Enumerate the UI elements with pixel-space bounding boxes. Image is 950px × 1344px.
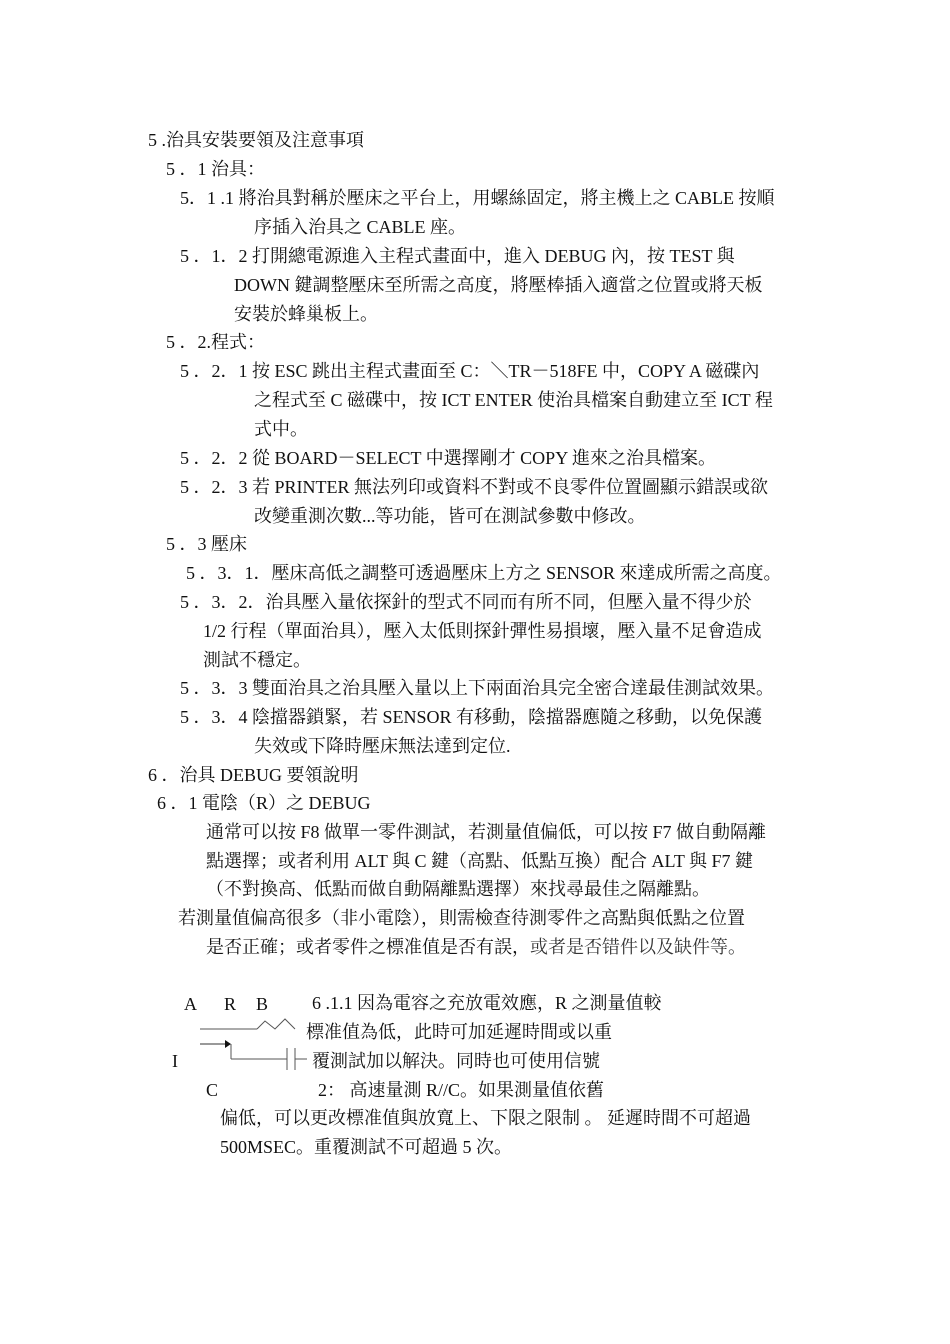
paragraph-5-2-1-line3: 式中。: [254, 419, 308, 439]
circuit-label-a: A: [184, 994, 197, 1014]
paragraph-5-3-1: 5 ．3．1．壓床高低之調整可透過壓床上方之 SENSOR 來達成所需之高度。: [186, 563, 782, 583]
paragraph-6-1-1-line2: 標准值為低，此時可加延遲時間或以重: [306, 1022, 612, 1042]
paragraph-6-1-p2-line1: 若測量值偏高很多（非小電陰），則需檢查待測零件之高點與低點之位置: [178, 908, 745, 928]
paragraph-6-1-p2-line2: [206, 935, 746, 959]
paragraph-5-3-4-line2: 失效或下降時壓床無法達到定位.: [254, 736, 511, 756]
paragraph-6-1-p1-line3: （不對換高、低點而做自動隔離點選擇）來找尋最佳之隔離點。: [206, 879, 710, 899]
paragraph-5-2-1-line1: 5 ．2．1 按 ESC 跳出主程式畫面至 C：＼TR－518FE 中，COPY A 磁碟內: [180, 361, 760, 381]
paragraph-5-1-2-line2: DOWN 鍵調整壓床至所需之高度，將壓棒插入適當之位置或將天板: [234, 275, 763, 295]
paragraph-6-1-1-line6: 500MSEC。重覆測試不可超過 5 次。: [220, 1137, 513, 1157]
section-5-2-heading: 5 ．2.程式：: [166, 332, 265, 352]
paragraph-6-1-p2-line2-a: 是否正確；或者零件之標准值是否有誤，: [206, 937, 530, 957]
paragraph-6-1-p1-line2: 點選擇；或者利用 ALT 與 C 鍵（高點、低點互換）配合 ALT 與 F7 鍵: [206, 851, 754, 871]
paragraph-5-2-3-line1: 5 ．2．3 若 PRINTER 無法列印或資料不對或不良零件位置圖顯示錯誤或欲: [180, 477, 769, 497]
paragraph-5-1-2-line3: 安裝於蜂巢板上。: [234, 304, 378, 324]
paragraph-5-1-2-line1: 5 ．1．2 打開總電源進入主程式畫面中，進入 DEBUG 內，按 TEST 與: [180, 246, 735, 266]
paragraph-6-1-p1-line1: 通常可以按 F8 做單一零件測試，若測量值偏低，可以按 F7 做自動隔離: [206, 822, 767, 842]
paragraph-6-1-1-line5: 偏低，可以更改標准值與放寬上、下限之限制 。 延遲時間不可超過: [220, 1108, 751, 1128]
paragraph-5-3-4-line1: 5 ．3．4 陰擋器鎖緊，若 SENSOR 有移動，陰擋器應隨之移動，以免保護: [180, 707, 763, 727]
paragraph-6-1-1-line4: 2： 高速量測 R//C。如果測量值依舊: [318, 1080, 605, 1100]
section-6-title: 6 ．治具 DEBUG 要領說明: [148, 765, 359, 785]
section-6-1-heading: 6 ．1 電陰（R）之 DEBUG: [157, 793, 371, 813]
circuit-label-i: I: [172, 1051, 178, 1071]
paragraph-5-3-2-line1: 5 ．3．2．治具壓入量依探針的型式不同而有所不同，但壓入量不得少於: [180, 592, 752, 612]
paragraph-5-2-1-line2: 之程式至 C 磁碟中，按 ICT ENTER 使治具檔案自動建立至 ICT 程: [254, 390, 773, 410]
paragraph-5-1-1-line2: 序插入治具之 CABLE 座。: [254, 217, 467, 237]
section-5-1-heading: 5 ．1 治具：: [166, 159, 265, 179]
circuit-label-c: C: [206, 1080, 219, 1100]
paragraph-6-1-1-line1: 6 .1.1 因為電容之充放電效應，R 之測量值較: [312, 993, 662, 1013]
paragraph-5-3-3: 5 ．3．3 雙面治具之治具壓入量以上下兩面治具完全密合達最佳測試效果。: [180, 678, 774, 698]
resistor-zigzag: [257, 1019, 295, 1029]
paragraph-5-2-2: 5 ．2．2 從 BOARD－SELECT 中選擇剛才 COPY 進來之治具檔案。: [180, 448, 717, 468]
circuit-label-r: R: [224, 994, 237, 1014]
paragraph-6-1-p2-line2-b: 或者是否错件以及缺件等。: [530, 937, 746, 957]
paragraph-6-1-1-line3: 覆測試加以解決。同時也可使用信號: [312, 1051, 600, 1071]
paragraph-5-2-3-line2: 改變重測次數...等功能，皆可在測試參數中修改。: [254, 506, 646, 526]
current-arrow-head: [225, 1040, 231, 1048]
paragraph-5-3-2-line2: 1/2 行程（單面治具），壓入太低則探針彈性易損壞，壓入量不足會造成: [203, 621, 762, 641]
paragraph-5-3-2-line3: 測試不穩定。: [203, 650, 311, 670]
circuit-schematic: [195, 1014, 315, 1074]
paragraph-5-1-1-line1: 5．1 .1 將治具對稱於壓床之平台上，用螺絲固定，將主機上之 CABLE 按順: [180, 188, 775, 208]
circuit-label-b: B: [256, 994, 269, 1014]
section-5-3-heading: 5 ．3 壓床: [166, 534, 247, 554]
section-5-title: 5 .治具安裝要領及注意事項: [148, 130, 364, 150]
